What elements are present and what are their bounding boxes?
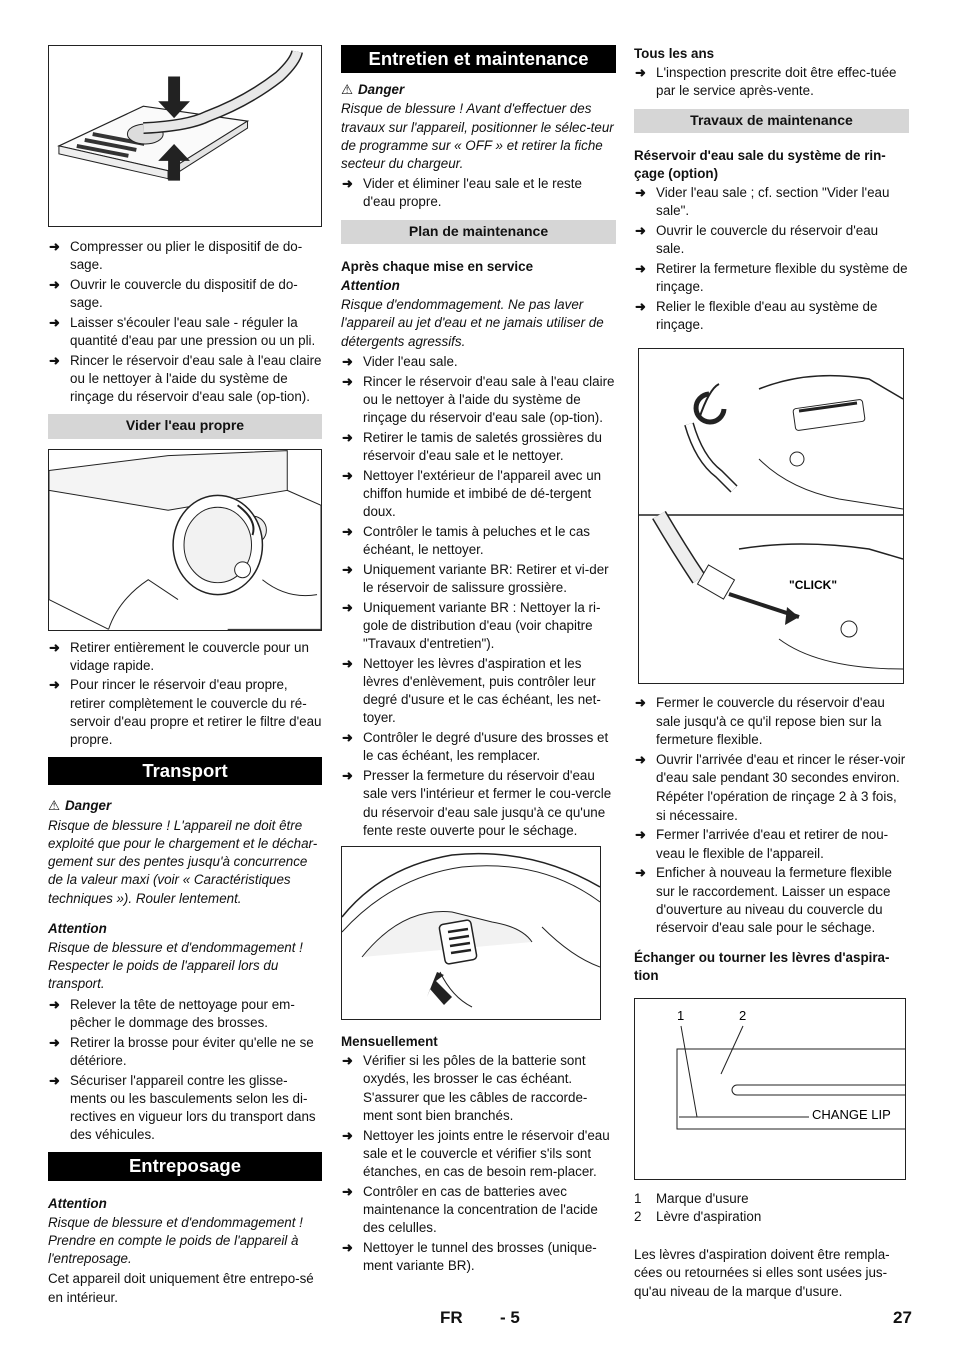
list-item: ➜ Contrôler le degré d'usure des brosses et le cas échéant, les remplacer.	[341, 729, 616, 765]
rinse-connection-drawing	[639, 349, 903, 683]
list-item: ➜ Uniquement variante BR : Nettoyer la ri-gole de distribution d'eau (voir chapitre "Travaux d'entretien").	[341, 599, 616, 654]
danger-label: ⚠ Danger	[341, 81, 616, 99]
attention-label: Attention	[48, 920, 107, 936]
list-item: ➜ Contrôler le tamis à peluches et le cas échéant, le nettoyer.	[341, 523, 616, 559]
list-item: ➜ Relier le flexible d'eau au système de rinçage.	[634, 298, 909, 334]
list-item: ➜ Vider l'eau sale ; cf. section "Vider l'eau sale".	[634, 184, 909, 220]
after-use-steps	[341, 353, 616, 840]
dosing-device-drawing	[49, 46, 321, 226]
list-item: ➜ Vérifier si les pôles de la batterie sont oxydés, les brosser le cas échéant. S'assurer que les câbles de raccorde-ment sont bien branchés.	[341, 1052, 616, 1125]
yearly-heading: Tous les ans	[634, 46, 715, 61]
change-lip-drawing	[635, 999, 905, 1179]
danger-text: Risque de blessure ! L'appareil ne doit être exploité que pour le chargement et le déchar-gement sur des pentes jusqu'à concurrence de la valeur maxi (voir « Caractéristiques techniques »). Rouler lentement.	[48, 817, 318, 906]
attention-label: Attention	[341, 277, 400, 293]
rinse-connection-image	[638, 348, 904, 684]
danger-text: Risque de blessure ! Avant d'effectuer des travaux sur l'appareil, positionner le sélec-teur de programme sur « OFF » et retirer la fiche secteur du chargeur.	[341, 101, 614, 172]
list-item: ➜ Relever la tête de nettoyage pour em-pêcher le dommage des brosses.	[48, 996, 322, 1032]
repeat-note: Répéter l'opération de rinçage 2 à 3 fois, si nécessaire.	[656, 789, 897, 823]
section-title-transport: Transport	[48, 757, 322, 785]
section-title-vider-eau-propre: Vider l'eau propre	[48, 414, 322, 438]
list-item: ➜ Vider et éliminer l'eau sale et le reste d'eau propre.	[341, 175, 616, 211]
change-lip-diagram	[634, 998, 906, 1180]
list-item: ➜ Presser la fermeture du réservoir d'eau sale vers l'intérieur et fermer le cou-vercle du réservoir d'eau sale jusqu'à ce qu'une fente reste ouverte pour le séchage.	[341, 767, 616, 840]
after-each-use-heading: Après chaque mise en service	[341, 258, 534, 274]
rinse-system-heading: Réservoir d'eau sale du système de rin-çage (option)	[634, 147, 886, 181]
yearly-steps	[634, 64, 909, 100]
list-item: ➜ Enficher à nouveau la fermeture flexible sur le raccordement. Laisser un espace d'ouverture au niveau du couvercle du réservoir d'eau sale pour le séchage.	[634, 864, 909, 937]
list-item: ➜ Fermer le couvercle du réservoir d'eau sale jusqu'à ce qu'il repose bien sur la fermeture flexible.	[634, 694, 909, 749]
list-item: ➜ Vider l'eau sale.	[341, 353, 616, 371]
list-item: ➜ Rincer le réservoir d'eau sale à l'eau claire ou le nettoyer à l'aide du système de rinçage du réservoir d'eau sale (op-tion).	[48, 352, 322, 407]
legend-item: 2 Lèvre d'aspiration	[634, 1208, 762, 1224]
storage-text: Cet appareil doit uniquement être entrepo-sé en intérieur.	[48, 1271, 314, 1305]
page-number: 27	[893, 1308, 912, 1327]
legend-item: 1 Marque d'usure	[634, 1190, 749, 1206]
tank-lid-latch-image	[341, 846, 601, 1020]
fresh-water-cover-drawing	[49, 450, 321, 630]
fresh-water-cover-image	[48, 449, 322, 631]
monthly-steps	[341, 1052, 616, 1275]
monthly-heading: Mensuellement	[341, 1034, 438, 1049]
list-item: ➜ Retirer entièrement le couvercle pour un vidage rapide.	[48, 639, 322, 675]
change-lip-label: CHANGE LIP	[812, 1106, 891, 1122]
empty-dirty-water-steps	[48, 238, 322, 406]
attention-label: Attention	[48, 1195, 107, 1211]
dosing-device-image	[48, 45, 322, 227]
list-item: ➜ Retirer la fermeture flexible du système de rinçage.	[634, 260, 909, 296]
section-title-travaux: Travaux de maintenance	[634, 109, 909, 133]
transport-steps	[48, 996, 322, 1145]
click-label: "CLICK"	[789, 578, 838, 593]
list-item: ➜ Retirer la brosse pour éviter qu'elle ne se détériore.	[48, 1034, 322, 1070]
section-title-entretien: Entretien et maintenance	[341, 45, 616, 73]
footer-language: FR	[440, 1308, 463, 1327]
section-title-plan-maintenance: Plan de maintenance	[341, 220, 616, 244]
attention-text: Risque de blessure et d'endommagement ! Respecter le poids de l'appareil lors du transport.	[48, 940, 303, 992]
list-item: ➜ Retirer le tamis de saletés grossières du réservoir d'eau sale et le nettoyer.	[341, 429, 616, 465]
list-item: ➜ Compresser ou plier le dispositif de do-sage.	[48, 238, 322, 274]
callout-number-2: 2	[739, 1007, 747, 1023]
list-item: ➜ Pour rincer le réservoir d'eau propre, retirer complètement le couvercle du ré-servoir d'eau propre et retirer le filtre d'eau propre.	[48, 676, 322, 749]
list-item: ➜ Ouvrir le couvercle du réservoir d'eau sale.	[634, 222, 909, 258]
rinse-procedure-steps	[634, 694, 909, 787]
maintenance-steps	[341, 175, 616, 211]
list-item: ➜ Uniquement variante BR: Retirer et vi-der le réservoir de salissure grossière.	[341, 561, 616, 597]
list-item: ➜ Contrôler en cas de batteries avec maintenance la concentration de l'acide des celulles.	[341, 1183, 616, 1238]
column-2	[341, 45, 616, 1277]
rinse-system-steps	[634, 184, 909, 334]
column-1	[48, 45, 322, 1309]
list-item: ➜ L'inspection prescrite doit être effec-tuée par le service après-vente.	[634, 64, 909, 100]
list-item: ➜ Nettoyer l'extérieur de l'appareil avec un chiffon humide et imbibé de dé-tergent doux.	[341, 467, 616, 522]
list-item: ➜ Laisser s'écouler l'eau sale - réguler la quantité d'eau par une pression ou un pli.	[48, 314, 322, 350]
attention-text: Risque d'endommagement. Ne pas laver l'appareil au jet d'eau et ne jamais utiliser de détergents agressifs.	[341, 297, 604, 349]
fresh-water-steps	[48, 639, 322, 750]
column-3	[634, 45, 909, 1303]
change-lips-heading: Échanger ou tourner les lèvres d'aspira-tion	[634, 950, 890, 984]
section-title-entreposage: Entreposage	[48, 1152, 322, 1180]
lip-replacement-note: Les lèvres d'aspiration doivent être rempla-cées ou retournées si elles sont usées jus-qu'au niveau de la marque d'usure.	[634, 1247, 890, 1299]
list-item: ➜ Rincer le réservoir d'eau sale à l'eau claire ou le nettoyer à l'aide du système de rinçage du réservoir d'eau sale (op-tion).	[341, 373, 616, 428]
attention-text: Risque de blessure et d'endommagement ! Prendre en compte le poids de l'appareil à l'entreposage.	[48, 1214, 303, 1267]
tank-lid-latch-drawing	[342, 847, 600, 1019]
diagram-legend	[634, 1190, 909, 1226]
list-item: ➜ Ouvrir le couvercle du dispositif de do-sage.	[48, 276, 322, 312]
rinse-finish-steps	[634, 826, 909, 937]
danger-label: ⚠ Danger	[48, 797, 322, 815]
footer-section-page: - 5	[500, 1308, 520, 1327]
list-item: ➜ Fermer l'arrivée d'eau et retirer de nou-veau le flexible de l'appareil.	[634, 826, 909, 862]
list-item: ➜ Ouvrir l'arrivée d'eau et rincer le réser-voir d'eau sale pendant 30 secondes environ.	[634, 751, 909, 787]
list-item: ➜ Nettoyer le tunnel des brosses (unique-ment variante BR).	[341, 1239, 616, 1275]
list-item: ➜ Nettoyer les lèvres d'aspiration et les lèvres d'enlèvement, puis contrôler leur degré d'usure et le cas échéant, les net-toyer.	[341, 655, 616, 728]
list-item: ➜ Sécuriser l'appareil contre les glisse-ments ou les basculements selon les di-rectives en vigueur lors du transport dans des véhicules.	[48, 1072, 322, 1145]
list-item: ➜ Nettoyer les joints entre le réservoir d'eau sale et le couvercle et vérifier s'ils sont étanches, en cas de besoin rem-placer.	[341, 1127, 616, 1182]
callout-number-1: 1	[677, 1007, 685, 1023]
